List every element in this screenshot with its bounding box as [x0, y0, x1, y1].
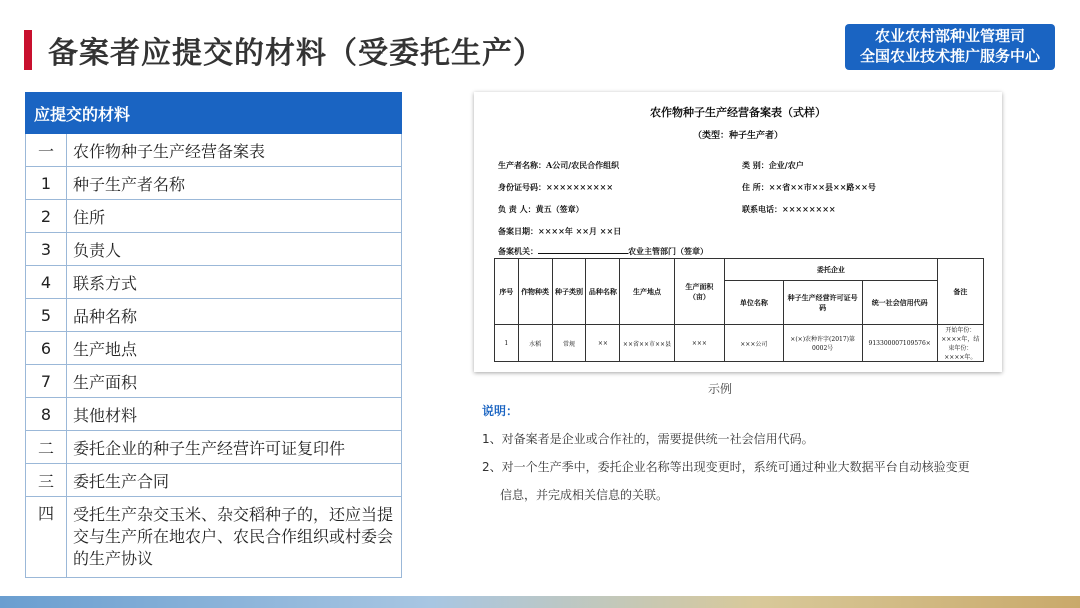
form-h-crop: 作物种类: [518, 259, 552, 325]
form-subtitle: （类型：种子生产者）: [692, 131, 783, 141]
org-name-line1: 农业农村部种业管理司: [874, 27, 1025, 45]
form-phone-field: [742, 204, 836, 215]
table-row: [26, 365, 402, 398]
form-agency-label: 备案机关：: [498, 246, 538, 256]
form-h-remark: 备注: [937, 259, 983, 325]
row-number: 二: [26, 431, 67, 464]
form-agency-value: 农业主管部门（签章）: [628, 246, 708, 256]
form-r-crop: 水稻: [518, 325, 552, 362]
form-address-label: 住 所：: [742, 182, 769, 192]
table-row: [26, 233, 402, 266]
table-row: [26, 134, 402, 167]
form-date-label: 备案日期：: [498, 226, 538, 236]
row-text: 委托企业的种子生产经营许可证复印件: [67, 431, 402, 464]
row-text: 生产面积: [67, 365, 402, 398]
form-r-area: ×××: [674, 325, 724, 362]
table-row: [26, 332, 402, 365]
row-number: 三: [26, 464, 67, 497]
row-number: 四: [26, 497, 67, 578]
form-producer-label: 生产者名称：: [498, 160, 546, 170]
form-id-label: 身份证号码：: [498, 182, 546, 192]
form-category-label: 类 别：: [742, 160, 769, 170]
form-title: 农作物种子生产经营备案表（式样）: [650, 106, 826, 119]
form-phone-value: ××××××××: [782, 204, 836, 214]
notes-heading: 说明：: [482, 404, 519, 418]
row-text: 委托生产合同: [67, 464, 402, 497]
form-r-unit: ×××公司: [725, 325, 784, 362]
row-number: 3: [26, 233, 67, 266]
form-date-value: ××××年 ××月 ××日: [538, 226, 622, 236]
table-row: [26, 266, 402, 299]
table-row: [26, 299, 402, 332]
form-h-entrust: 委托企业: [725, 259, 938, 281]
row-number: 7: [26, 365, 67, 398]
form-date-field: [498, 226, 621, 237]
table-row: [26, 398, 402, 431]
form-address-field: [742, 182, 876, 193]
form-h-place: 生产地点: [620, 259, 674, 325]
form-r-remark: 开始年份：××××年，结束年份：××××年。: [937, 325, 983, 362]
table-row: [26, 200, 402, 233]
org-name-line2: 全国农业技术推广服务中心: [859, 47, 1040, 65]
form-r-place: ××省××市××县: [620, 325, 674, 362]
form-category-field: [742, 160, 804, 171]
form-h-seq: 序号: [495, 259, 519, 325]
form-h-seedcat: 种子类别: [552, 259, 586, 325]
form-id-field: [498, 182, 613, 193]
form-r-credit: 913300007109576×: [862, 325, 937, 362]
form-person-label: 负 责 人：: [498, 204, 536, 214]
form-category-value: 企业/农户: [768, 160, 804, 170]
form-h-credit: 统一社会信用代码: [862, 281, 937, 325]
form-r-seq: 1: [495, 325, 519, 362]
form-person-value: 黄五（签章）: [535, 204, 584, 214]
form-h-area: 生产面积（亩）: [674, 259, 724, 325]
form-grid: [494, 258, 984, 362]
form-r-variety: ××: [586, 325, 620, 362]
row-text: 生产地点: [67, 332, 402, 365]
form-h-license: 种子生产经营许可证号码: [783, 281, 862, 325]
form-r-license: ×(×)农种许字(2017)第0002号: [783, 325, 862, 362]
row-text: 住所: [67, 200, 402, 233]
table-row: [26, 497, 402, 578]
row-number: 5: [26, 299, 67, 332]
table-row: [26, 167, 402, 200]
row-number: 8: [26, 398, 67, 431]
table-row: [26, 464, 402, 497]
materials-table-header: 应提交的材料: [26, 93, 402, 134]
row-number: 4: [26, 266, 67, 299]
row-number: 6: [26, 332, 67, 365]
row-text: 其他材料: [67, 398, 402, 431]
materials-table: [25, 92, 402, 578]
form-phone-label: 联系电话：: [742, 204, 782, 214]
row-number: 2: [26, 200, 67, 233]
form-person-field: [498, 204, 584, 215]
row-text: 品种名称: [67, 299, 402, 332]
sample-caption: 示例: [708, 382, 733, 396]
row-text: 受托生产杂交玉米、杂交稻种子的，还应当提交与生产所在地农户、农民合作组织或村委会的生产协议: [67, 497, 402, 578]
form-id-value: ××××××××××: [546, 182, 614, 192]
form-producer-field: [498, 160, 619, 171]
form-agency-field: [498, 246, 708, 257]
note-item-1: 1、对备案者是企业或合作社的，需要提供统一社会信用代码。: [482, 432, 814, 446]
table-row: [26, 431, 402, 464]
form-producer-value: A公司/农民合作组织: [546, 160, 620, 170]
page-title: 备案者应提交的材料（受委托生产）: [48, 36, 544, 71]
footer-decorative-strip: [0, 596, 1080, 608]
note-item-2-line1: 2、对一个生产季中，委托企业名称等出现变更时，系统可通过种业大数据平台自动核验变更: [482, 460, 970, 474]
row-text: 负责人: [67, 233, 402, 266]
row-text: 农作物种子生产经营备案表: [67, 134, 402, 167]
row-text: 联系方式: [67, 266, 402, 299]
form-h-unit: 单位名称: [725, 281, 784, 325]
title-accent-bar: [24, 30, 32, 70]
org-badge: [845, 24, 1055, 70]
form-h-variety: 品种名称: [586, 259, 620, 325]
sample-form-image: [474, 92, 1002, 372]
row-number: 1: [26, 167, 67, 200]
form-r-seedcat: 常规: [552, 325, 586, 362]
row-text: 种子生产者名称: [67, 167, 402, 200]
form-address-value: ××省××市××县××路××号: [768, 182, 876, 192]
note-item-2-line2: 信息，并完成相关信息的关联。: [500, 488, 669, 502]
row-number: 一: [26, 134, 67, 167]
